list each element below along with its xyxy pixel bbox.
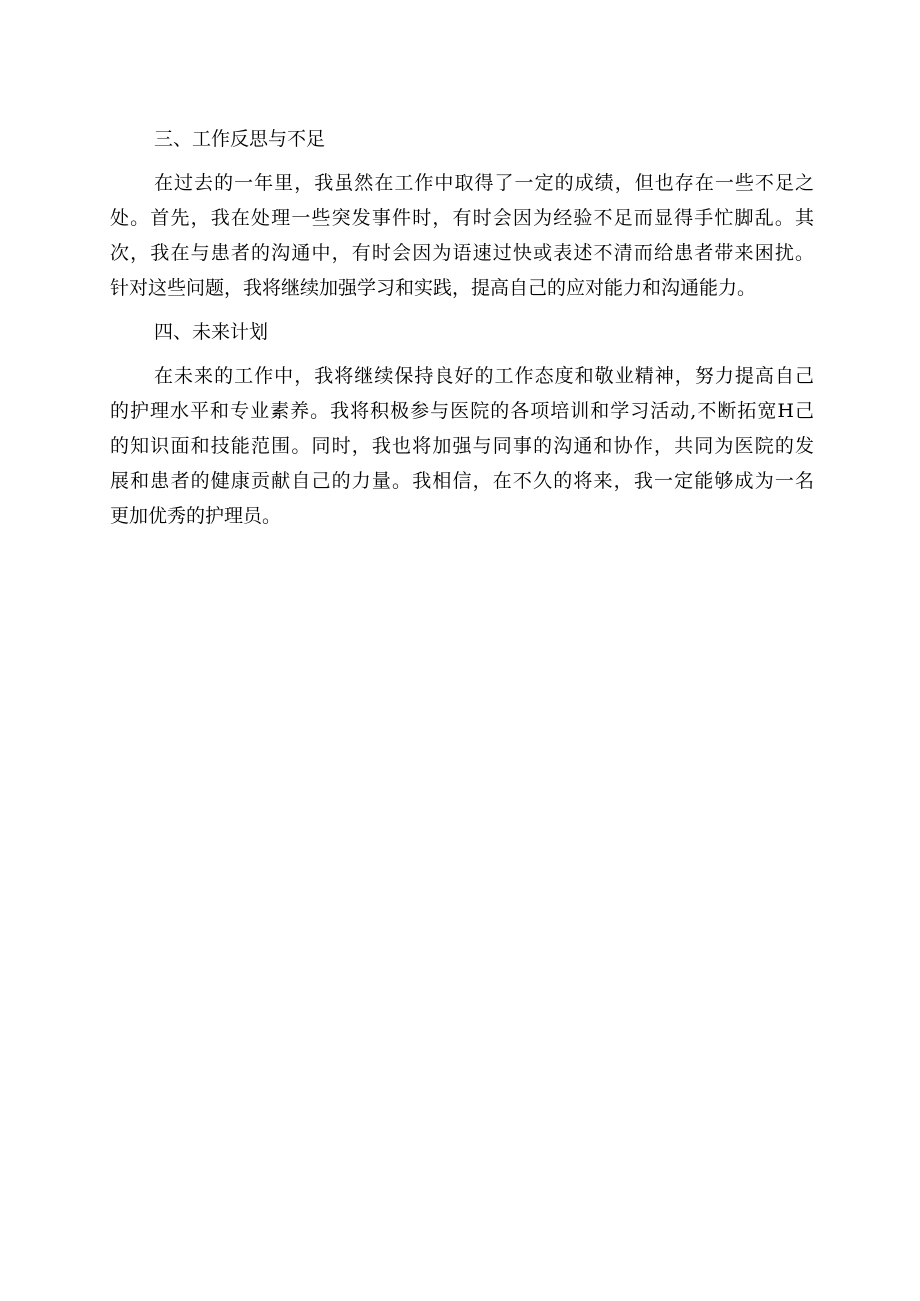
document-body [110, 122, 814, 534]
paragraph-line: 的知识面和技能范围。同时，我也将加强与同事的沟通和协作，共同为医院的发 [110, 435, 814, 457]
section-heading-reflection: 三、工作反思与不足 [154, 128, 326, 150]
section-heading-future-plan: 四、未来计划 [154, 321, 269, 343]
paragraph-line: 处。首先，我在处理一些突发事件时，有时会因为经验不足而显得手忙脚乱。其 [110, 207, 814, 229]
paragraph-line: 次，我在与患者的沟通中，有时会因为语速过快或表述不清而给患者带来困扰。 [110, 242, 814, 264]
paragraph-line: 针对这些问题，我将继续加强学习和实践，提高自己的应对能力和沟通能力。 [110, 277, 757, 299]
paragraph-line: 在未来的工作中，我将继续保持良好的工作态度和敬业精神，努力提高自己 [154, 365, 814, 387]
paragraph-line: 展和患者的健康贡献自己的力量。我相信，在不久的将来，我一定能够成为一名 [110, 470, 814, 492]
paragraph-reflection [110, 166, 814, 306]
paragraph-line: 的护理水平和专业素养。我将积极参与医院的各项培训和学习活动,不断拓宽H己 [110, 400, 814, 422]
paragraph-line: 更加优秀的护理员。 [110, 505, 282, 527]
paragraph-future-plan [110, 359, 814, 534]
paragraph-line: 在过去的一年里，我虽然在工作中取得了一定的成绩，但也存在一些不足之 [154, 172, 814, 194]
